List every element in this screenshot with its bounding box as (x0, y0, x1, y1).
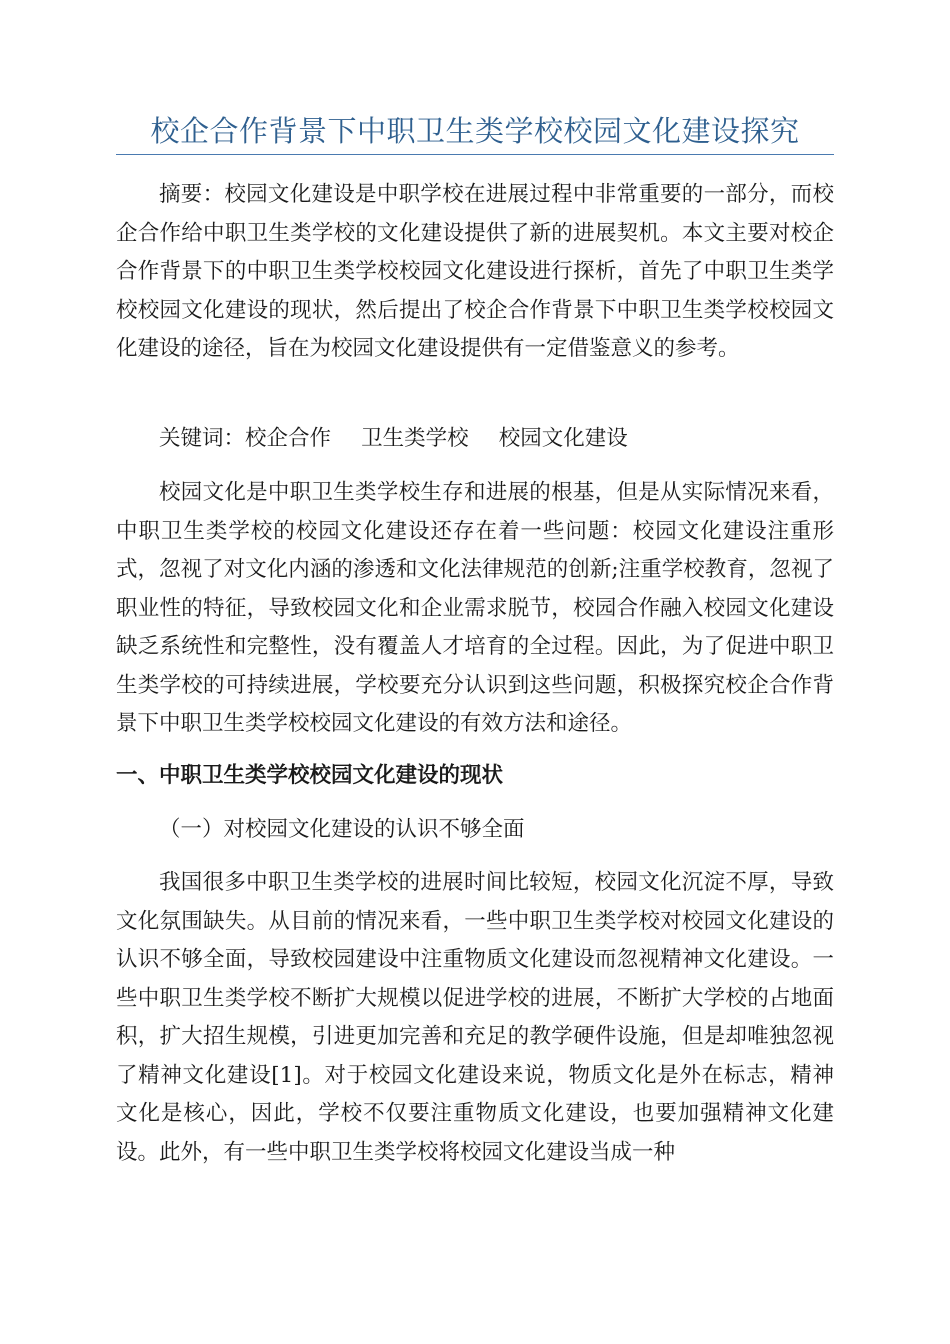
title-underline (116, 154, 834, 155)
keyword-3: 校园文化建设 (498, 426, 628, 451)
subsection-heading: （一）对校园文化建设的认识不够全面 (159, 817, 525, 842)
keywords-label: 关键词： (159, 426, 246, 451)
section-paragraph: 我国很多中职卫生类学校的进展时间比较短，校园文化沉淀不厚，导致文化氛围缺失。从目前的情况来看，一些中职卫生类学校对校园文化建设的认识不够全面，导致校园建设中注重物质文化建设而忽视精神文化建设。一些中职卫生类学校不断扩大规模以促进学校的进展，不断扩大学校的占地面积，扩大招生规模，引进更加完善和充足的教学硬件设施，但是却唯独忽视了精神文化建设[1]。对于校园文化建设来说，物质文化是外在标志，精神文化是核心，因此，学校不仅要注重物质文化建设，也要加强精神文化建设。此外，有一些中职卫生类学校将校园文化建设当成一种 (116, 870, 834, 1165)
section-heading: 一、中职卫生类学校校园文化建设的现状 (116, 763, 504, 788)
abstract-paragraph: 摘要：校园文化建设是中职学校在进展过程中非常重要的一部分，而校企合作给中职卫生类学校的文化建设提供了新的进展契机。本文主要对校企合作背景下的中职卫生类学校校园文化建设进行探析，首先了中职卫生类学校校园文化建设的现状，然后提出了校企合作背景下中职卫生类学校校园文化建设的途径，旨在为校园文化建设提供有一定借鉴意义的参考。 (116, 182, 834, 361)
keywords-line (116, 420, 834, 458)
keyword-2: 卫生类学校 (361, 426, 469, 451)
keyword-1: 校企合作 (245, 426, 332, 451)
document-title: 校企合作背景下中职卫生类学校校园文化建设探究 (150, 114, 800, 148)
intro-paragraph: 校园文化是中职卫生类学校生存和进展的根基，但是从实际情况来看，中职卫生类学校的校园文化建设还存在着一些问题：校园文化建设注重形式，忽视了对文化内涵的渗透和文化法律规范的创新;注重学校教育，忽视了职业性的特征，导致校园文化和企业需求脱节，校园合作融入校园文化建设缺乏系统性和完整性，没有覆盖人才培育的全过程。因此，为了促进中职卫生类学校的可持续进展，学校要充分认识到这些问题，积极探究校企合作背景下中职卫生类学校校园文化建设的有效方法和途径。 (116, 480, 834, 736)
